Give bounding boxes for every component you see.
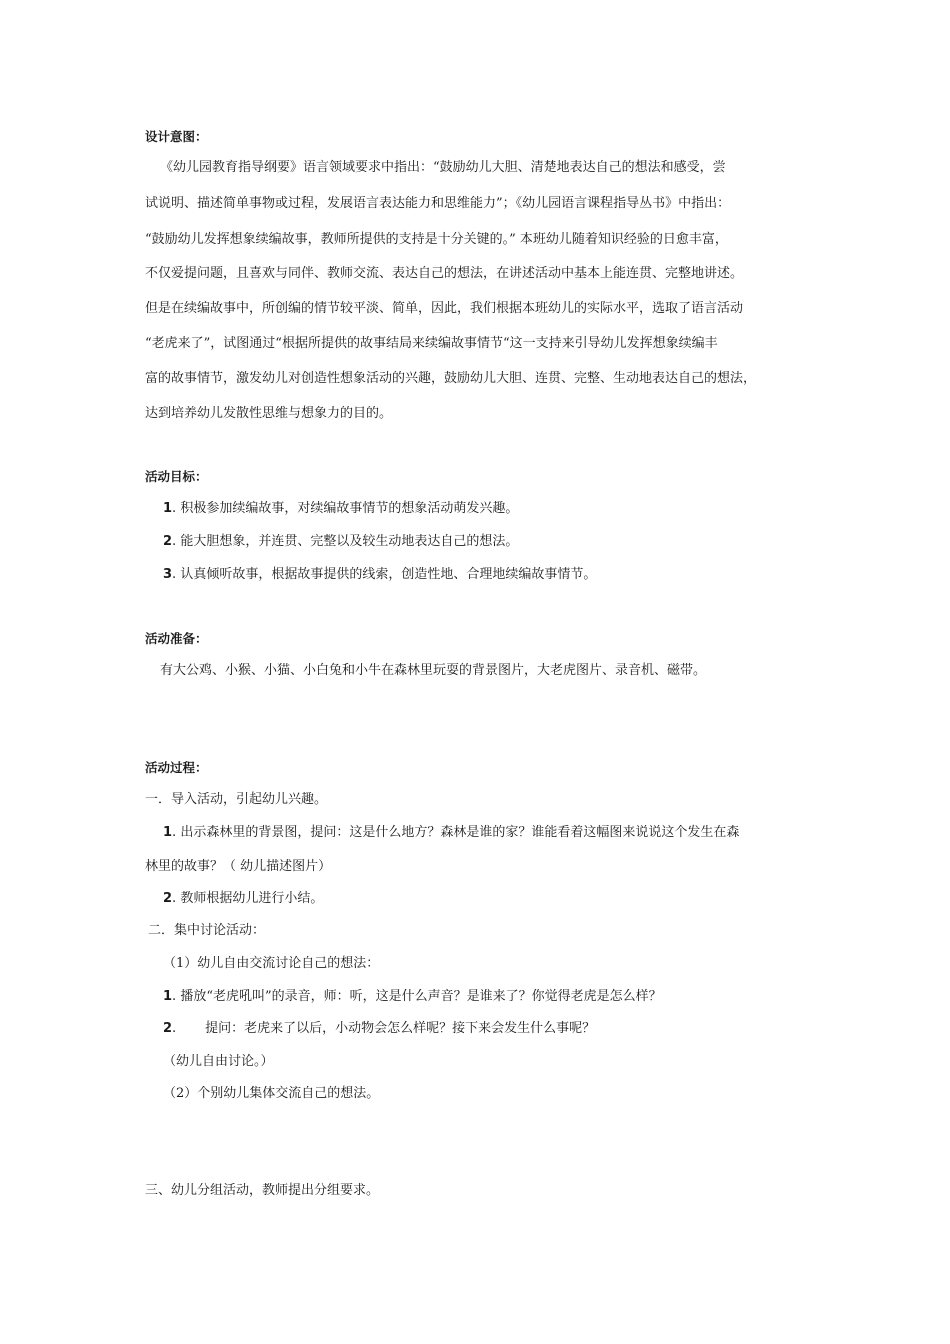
goal-number: 2 bbox=[163, 534, 173, 549]
prep-text: 有大公鸡、小猴、小猫、小白兔和小牛在森林里玩耍的背景图片，大老虎图片、录音机、磁带。 bbox=[160, 663, 707, 678]
item-number: 1 bbox=[163, 825, 173, 840]
goal-separator: . bbox=[172, 501, 181, 516]
process-note: （幼儿自由讨论。） bbox=[163, 1054, 274, 1069]
goal-item bbox=[163, 500, 518, 518]
item-separator: . bbox=[172, 891, 181, 906]
process-heading: 活动过程： bbox=[145, 760, 208, 775]
process-step-1: 一．导入活动，引起幼儿兴趣。 bbox=[145, 792, 328, 807]
design-line: 达到培养幼儿发散性思维与想象力的目的。 bbox=[145, 406, 393, 421]
design-line: 不仅爱提问题，且喜欢与同伴、教师交流、表达自己的想法，在讲述活动中基本上能连贯、完整地讲述。 bbox=[145, 266, 744, 281]
item-separator: . bbox=[172, 989, 181, 1004]
process-item bbox=[163, 1020, 595, 1038]
item-text: 出示森林里的背景图，提问：这是什么地方？森林是谁的家？谁能看着这幅图来说说这个发生在森 bbox=[180, 825, 740, 840]
goals-heading: 活动目标： bbox=[145, 469, 208, 484]
process-sub-1: （1）幼儿自由交流讨论自己的想法： bbox=[163, 956, 380, 971]
design-line: “鼓励幼儿发挥想象续编故事，教师所提供的支持是十分关键的。” 本班幼儿随着知识经验的日愈丰富， bbox=[145, 232, 728, 247]
design-line: 富的故事情节，激发幼儿对创造性想象活动的兴趣，鼓励幼儿大胆、连贯、完整、生动地表达自己的想法， bbox=[145, 371, 757, 386]
design-line: 《幼儿园教育指导纲要》语言领域要求中指出：“鼓励幼儿大胆、清楚地表达自己的想法和感受，尝 bbox=[160, 160, 726, 175]
design-line: 但是在续编故事中，所创编的情节较平淡、简单，因此，我们根据本班幼儿的实际水平，选取了语言活动 bbox=[145, 301, 744, 316]
goal-text: 认真倾听故事，根据故事提供的线索，创造性地、合理地续编故事情节。 bbox=[180, 567, 597, 582]
goal-number: 1 bbox=[163, 501, 173, 516]
item-number: 2 bbox=[163, 891, 173, 906]
process-item bbox=[163, 824, 739, 842]
goal-text: 积极参加续编故事，对续编故事情节的想象活动萌发兴趣。 bbox=[180, 501, 519, 516]
process-item bbox=[163, 988, 662, 1006]
process-step-2: 二．集中讨论活动： bbox=[148, 923, 266, 938]
prep-heading: 活动准备： bbox=[145, 631, 208, 646]
process-item-continued: 林里的故事？（ 幼儿描述图片） bbox=[145, 859, 332, 874]
goal-item bbox=[163, 566, 596, 584]
goal-text: 能大胆想象，并连贯、完整以及较生动地表达自己的想法。 bbox=[180, 534, 519, 549]
design-line: 试说明、描述简单事物或过程，发展语言表达能力和思维能力”；《幼儿园语言课程指导丛书》中指出： bbox=[145, 196, 731, 211]
item-number: 2 bbox=[163, 1021, 173, 1036]
goal-separator: . bbox=[172, 567, 181, 582]
process-item bbox=[163, 890, 323, 908]
item-text: 教师根据幼儿进行小结。 bbox=[180, 891, 324, 906]
item-separator: . bbox=[172, 1021, 206, 1036]
item-separator: . bbox=[172, 825, 181, 840]
design-heading: 设计意图： bbox=[145, 129, 208, 144]
goal-separator: . bbox=[172, 534, 181, 549]
item-text: 提问：老虎来了以后，小动物会怎么样呢？接下来会发生什么事呢？ bbox=[205, 1021, 596, 1036]
item-text: 播放“老虎吼叫”的录音，师：听，这是什么声音？是谁来了？你觉得老虎是怎么样？ bbox=[180, 989, 662, 1004]
design-line: “老虎来了”，试图通过“根据所提供的故事结局来续编故事情节“这一支持来引导幼儿发挥想象续编丰 bbox=[145, 336, 718, 351]
process-step-3: 三、幼儿分组活动，教师提出分组要求。 bbox=[145, 1183, 380, 1198]
item-number: 1 bbox=[163, 989, 173, 1004]
goal-item bbox=[163, 533, 518, 551]
goal-number: 3 bbox=[163, 567, 173, 582]
process-sub-2: （2）个别幼儿集体交流自己的想法。 bbox=[163, 1086, 380, 1101]
